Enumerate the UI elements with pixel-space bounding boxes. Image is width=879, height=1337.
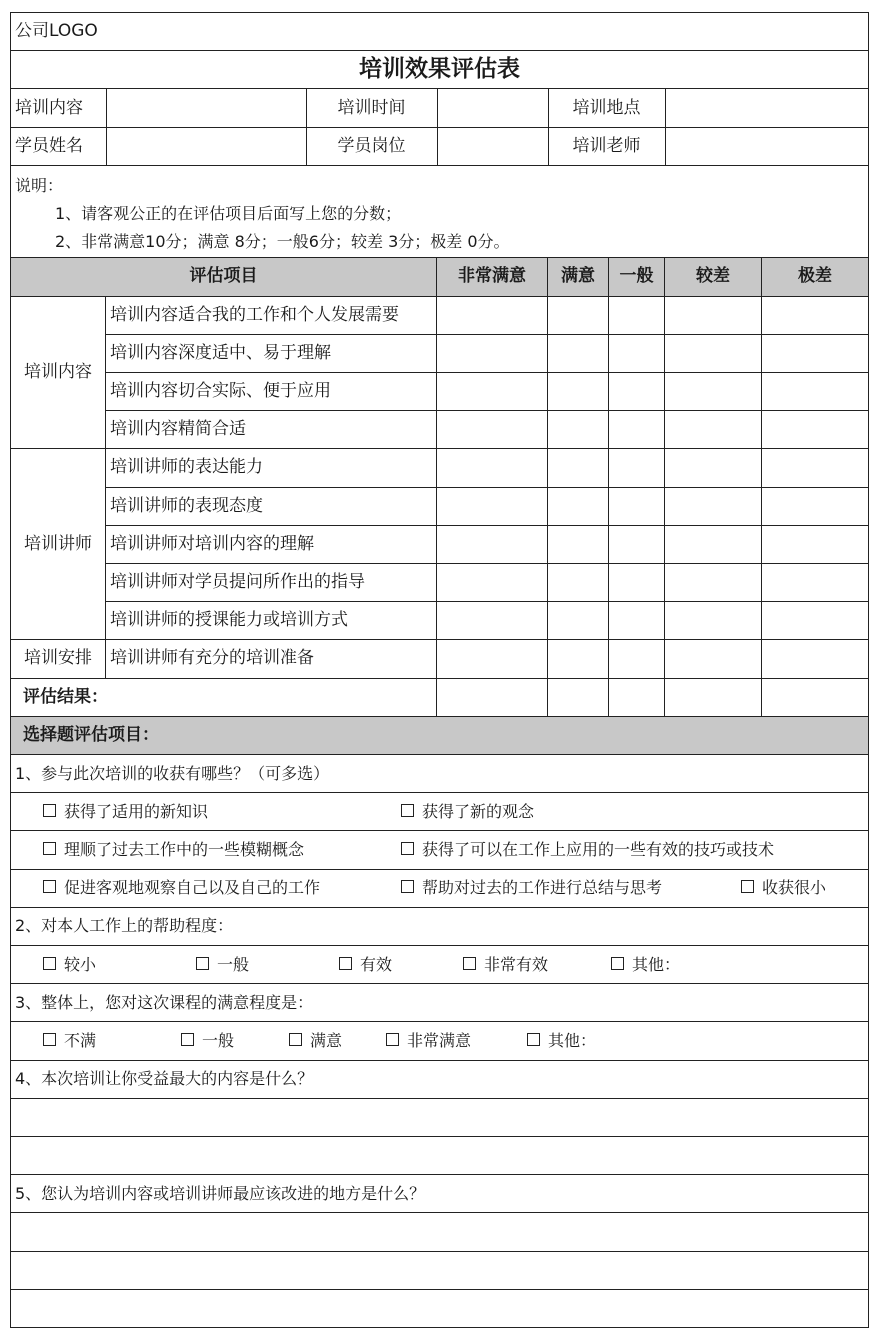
student-name-label: 学员姓名 (11, 128, 106, 165)
trainer-label: 培训老师 (548, 128, 665, 165)
training-time-label: 培训时间 (306, 89, 437, 126)
training-location-field[interactable] (665, 89, 869, 126)
score-cell[interactable] (548, 525, 609, 563)
score-cell[interactable] (762, 602, 869, 640)
question-5: 5、您认为培训内容或培训讲师最应该改进的地方是什么？ (11, 1175, 869, 1213)
instructions-line-1: 1、请客观公正的在评估项目后面写上您的分数； (55, 203, 402, 223)
score-cell[interactable] (665, 602, 762, 640)
score-cell[interactable] (609, 296, 665, 334)
result-cell[interactable] (762, 678, 869, 716)
checkbox-icon (196, 957, 209, 970)
score-cell[interactable] (437, 296, 548, 334)
checkbox-icon (463, 957, 476, 970)
score-cell[interactable] (548, 334, 609, 372)
trainer-field[interactable] (665, 128, 869, 165)
rating-item: 培训内容精简合适 (106, 411, 437, 449)
score-cell[interactable] (548, 602, 609, 640)
score-cell[interactable] (762, 334, 869, 372)
q4-answer-line[interactable] (11, 1098, 869, 1136)
q1-option[interactable]: 获得了可以在工作上应用的一些有效的技巧或技术 (401, 842, 774, 858)
checkbox-icon (527, 1033, 540, 1046)
rating-item: 培训讲师的授课能力或培训方式 (106, 602, 437, 640)
result-label: 评估结果： (11, 678, 437, 716)
score-cell[interactable] (762, 372, 869, 410)
score-cell[interactable] (437, 334, 548, 372)
result-cell[interactable] (665, 678, 762, 716)
instructions-line-2: 2、非常满意10分；满意 8分；一般6分；较差 3分；极差 0分。 (55, 231, 510, 251)
checkbox-icon (43, 957, 56, 970)
q3-option[interactable]: 满意 (289, 1033, 342, 1049)
score-cell[interactable] (548, 296, 609, 334)
group-label-arrangement: 培训安排 (11, 640, 106, 678)
score-cell[interactable] (609, 525, 665, 563)
col-header-poor: 较差 (665, 258, 762, 296)
q3-option[interactable]: 一般 (181, 1033, 234, 1049)
rating-item: 培训内容适合我的工作和个人发展需要 (106, 296, 437, 334)
score-cell[interactable] (609, 487, 665, 525)
form-title: 培训效果评估表 (11, 51, 869, 89)
score-cell[interactable] (665, 411, 762, 449)
score-cell[interactable] (762, 525, 869, 563)
score-cell[interactable] (665, 640, 762, 678)
choice-section-heading: 选择题评估项目： (11, 716, 869, 754)
rating-item: 培训内容深度适中、易于理解 (106, 334, 437, 372)
checkbox-icon (401, 804, 414, 817)
score-cell[interactable] (437, 411, 548, 449)
info-row-2 (11, 128, 869, 165)
score-cell[interactable] (665, 372, 762, 410)
score-cell[interactable] (437, 487, 548, 525)
score-cell[interactable] (762, 487, 869, 525)
checkbox-icon (401, 880, 414, 893)
q3-option[interactable]: 非常满意 (386, 1033, 471, 1049)
score-cell[interactable] (437, 640, 548, 678)
question-3: 3、整体上，您对这次课程的满意程度是： (11, 984, 869, 1022)
score-cell[interactable] (665, 449, 762, 487)
score-cell[interactable] (762, 449, 869, 487)
score-cell[interactable] (665, 525, 762, 563)
result-cell[interactable] (609, 678, 665, 716)
student-position-field[interactable] (437, 128, 548, 165)
result-cell[interactable] (548, 678, 609, 716)
training-location-label: 培训地点 (548, 89, 665, 126)
score-cell[interactable] (548, 449, 609, 487)
rating-item: 培训讲师对学员提问所作出的指导 (106, 563, 437, 601)
evaluation-form (10, 12, 869, 1328)
group-label-content: 培训内容 (11, 296, 106, 449)
q2-option[interactable]: 一般 (196, 957, 249, 973)
q1-option[interactable]: 获得了适用的新知识 (43, 804, 208, 820)
q3-option[interactable]: 其他： (527, 1033, 596, 1049)
score-cell[interactable] (609, 334, 665, 372)
company-logo: 公司LOGO (11, 13, 869, 51)
col-header-very-poor: 极差 (762, 258, 869, 296)
student-name-field[interactable] (106, 128, 306, 165)
training-content-label: 培训内容 (11, 89, 106, 126)
checkbox-icon (339, 957, 352, 970)
q2-option[interactable]: 非常有效 (463, 957, 548, 973)
q5-answer-line[interactable] (11, 1251, 869, 1289)
checkbox-icon (43, 880, 56, 893)
score-cell[interactable] (437, 525, 548, 563)
question-4: 4、本次培训让你受益最大的内容是什么？ (11, 1060, 869, 1098)
question-2: 2、对本人工作上的帮助程度： (11, 907, 869, 945)
score-cell[interactable] (437, 372, 548, 410)
q1-option[interactable]: 帮助对过去的工作进行总结与思考 (401, 880, 662, 896)
score-cell[interactable] (665, 334, 762, 372)
training-time-field[interactable] (437, 89, 548, 126)
score-cell[interactable] (762, 640, 869, 678)
q2-option[interactable]: 其他： (611, 957, 680, 973)
score-cell[interactable] (762, 411, 869, 449)
score-cell[interactable] (437, 449, 548, 487)
score-cell[interactable] (762, 296, 869, 334)
checkbox-icon (43, 842, 56, 855)
score-cell[interactable] (609, 449, 665, 487)
checkbox-icon (43, 1033, 56, 1046)
rating-item: 培训讲师的表现态度 (106, 487, 437, 525)
q1-option[interactable]: 获得了新的观念 (401, 804, 534, 820)
q3-option[interactable]: 不满 (43, 1033, 96, 1049)
score-cell[interactable] (609, 411, 665, 449)
question-1: 1、参与此次培训的收获有哪些？（可多选） (11, 754, 869, 792)
checkbox-icon (741, 880, 754, 893)
training-content-field[interactable] (106, 89, 306, 126)
checkbox-icon (401, 842, 414, 855)
checkbox-icon (386, 1033, 399, 1046)
q1-option[interactable]: 理顺了过去工作中的一些模糊概念 (43, 842, 304, 858)
score-cell[interactable] (762, 563, 869, 601)
q1-option[interactable]: 收获很小 (741, 880, 826, 896)
col-header-item: 评估项目 (11, 258, 437, 296)
group-label-trainer: 培训讲师 (11, 449, 106, 640)
q4-answer-line[interactable] (11, 1136, 869, 1174)
score-cell[interactable] (548, 640, 609, 678)
score-cell[interactable] (437, 602, 548, 640)
score-cell[interactable] (665, 487, 762, 525)
col-header-average: 一般 (609, 258, 665, 296)
rating-item: 培训讲师的表达能力 (106, 449, 437, 487)
q2-option[interactable]: 有效 (339, 957, 392, 973)
score-cell[interactable] (665, 296, 762, 334)
rating-item: 培训讲师对培训内容的理解 (106, 525, 437, 563)
instructions (11, 165, 869, 257)
result-cell[interactable] (437, 678, 548, 716)
checkbox-icon (611, 957, 624, 970)
q5-answer-line[interactable] (11, 1213, 869, 1251)
info-row-1 (11, 89, 869, 126)
col-header-satisfied: 满意 (548, 258, 609, 296)
score-cell[interactable] (548, 487, 609, 525)
checkbox-icon (181, 1033, 194, 1046)
rating-item: 培训讲师有充分的培训准备 (106, 640, 437, 678)
checkbox-icon (289, 1033, 302, 1046)
checkbox-icon (43, 804, 56, 817)
score-cell[interactable] (609, 372, 665, 410)
rating-item: 培训内容切合实际、便于应用 (106, 372, 437, 410)
score-cell[interactable] (548, 411, 609, 449)
score-cell[interactable] (609, 563, 665, 601)
score-cell[interactable] (665, 563, 762, 601)
score-cell[interactable] (548, 372, 609, 410)
q5-answer-line[interactable] (11, 1289, 869, 1327)
q1-option[interactable]: 促进客观地观察自己以及自己的工作 (43, 880, 320, 896)
score-cell[interactable] (609, 640, 665, 678)
q2-option[interactable]: 较小 (43, 957, 96, 973)
instructions-label: 说明： (15, 175, 64, 195)
score-cell[interactable] (548, 563, 609, 601)
col-header-very-satisfied: 非常满意 (437, 258, 548, 296)
score-cell[interactable] (609, 602, 665, 640)
score-cell[interactable] (437, 563, 548, 601)
student-position-label: 学员岗位 (306, 128, 437, 165)
